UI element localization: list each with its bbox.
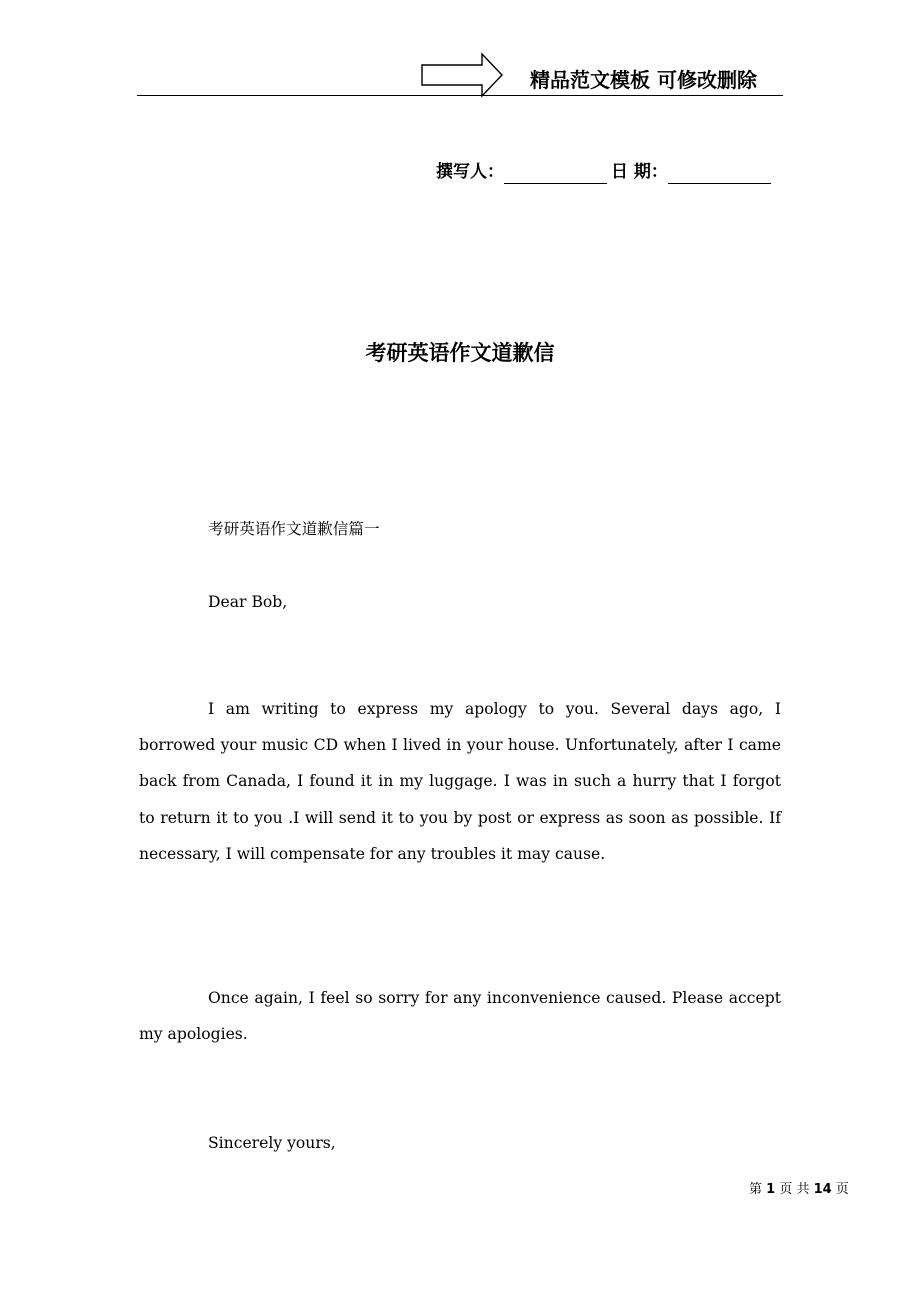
letter-paragraph: Once again, I feel so sorry for any inconvenience caused. Please accept my apologies.	[139, 989, 781, 1044]
footer-total-pages: 14	[813, 1182, 832, 1197]
author-date-line	[436, 160, 773, 184]
letter-greeting: Dear Bob,	[208, 593, 288, 611]
footer-prefix: 第	[749, 1182, 763, 1197]
author-blank-field	[504, 165, 607, 184]
page-number-footer	[749, 1180, 849, 1200]
header-label: 精品范文模板 可修改删除	[530, 68, 757, 92]
document-title: 考研英语作文道歉信	[365, 341, 555, 365]
letter-closing: Sincerely yours,	[208, 1134, 336, 1152]
footer-current-page: 1	[766, 1182, 776, 1197]
document-subtitle: 考研英语作文道歉信篇一	[208, 520, 380, 538]
footer-middle: 页 共	[779, 1182, 810, 1197]
header-divider	[137, 95, 783, 96]
date-blank-field	[668, 165, 771, 184]
date-label: 日 期：	[611, 162, 668, 182]
author-label: 撰写人：	[436, 162, 504, 182]
footer-suffix: 页	[835, 1182, 849, 1197]
right-arrow-icon	[420, 52, 504, 98]
letter-paragraph: I am writing to express my apology to you. Several days ago, I borrowed your music CD when I lived in your house. Unfortunately, after I came back from Canada, I found it in my luggage. I was in such a hurry that I forgot to return it to you .I will send it to you by post or express as soon as possible. If necessary, I will compensate for any troubles it may cause.	[139, 700, 781, 863]
